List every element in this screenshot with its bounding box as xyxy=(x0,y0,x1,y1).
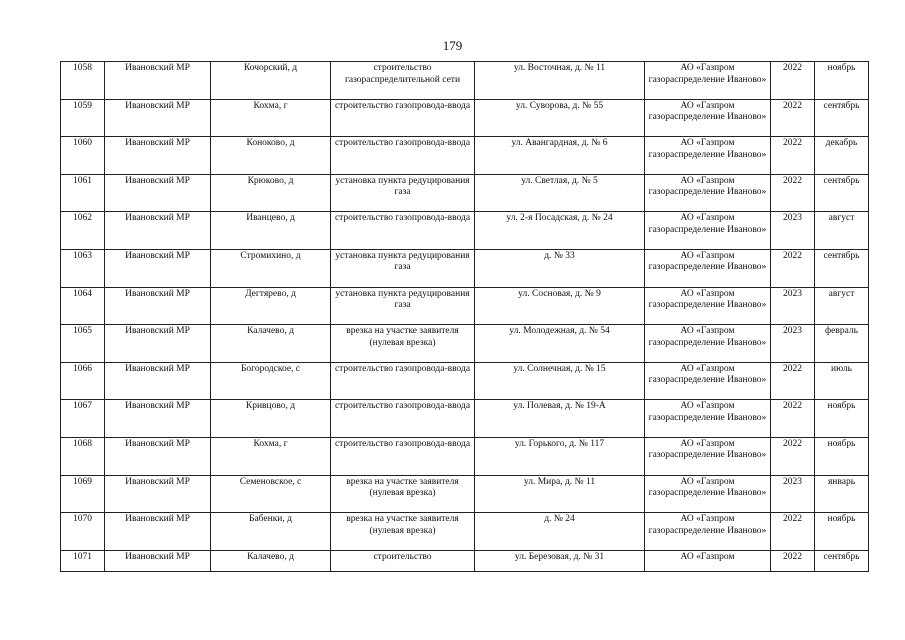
cell-year: 2022 xyxy=(771,400,815,438)
table-row xyxy=(61,362,869,400)
cell-locality: Крюково, д xyxy=(211,174,331,212)
cell-district: Ивановский МР xyxy=(105,287,211,325)
cell-year: 2022 xyxy=(771,550,815,571)
cell-work: строительство газопровода-ввода xyxy=(331,137,475,175)
cell-organization: АО «Газпром газораспределение Иваново» xyxy=(645,400,771,438)
cell-number: 1068 xyxy=(61,437,105,475)
cell-year: 2023 xyxy=(771,475,815,513)
cell-work: установка пункта редуцирования газа xyxy=(331,287,475,325)
cell-district: Ивановский МР xyxy=(105,513,211,551)
cell-month: сентябрь xyxy=(815,174,869,212)
cell-year: 2022 xyxy=(771,62,815,100)
cell-month: январь xyxy=(815,475,869,513)
cell-month: август xyxy=(815,287,869,325)
cell-month: февраль xyxy=(815,325,869,363)
cell-month: июль xyxy=(815,362,869,400)
cell-year: 2022 xyxy=(771,137,815,175)
cell-district: Ивановский МР xyxy=(105,325,211,363)
cell-year: 2022 xyxy=(771,362,815,400)
table-row xyxy=(61,62,869,100)
cell-address: д. № 33 xyxy=(475,249,645,287)
cell-month: сентябрь xyxy=(815,249,869,287)
cell-work: установка пункта редуцирования газа xyxy=(331,174,475,212)
cell-number: 1066 xyxy=(61,362,105,400)
cell-year: 2022 xyxy=(771,174,815,212)
cell-address: ул. Авангардная, д. № 6 xyxy=(475,137,645,175)
cell-number: 1069 xyxy=(61,475,105,513)
cell-address: ул. Березовая, д. № 31 xyxy=(475,550,645,571)
cell-district: Ивановский МР xyxy=(105,212,211,250)
cell-month: декабрь xyxy=(815,137,869,175)
cell-year: 2023 xyxy=(771,287,815,325)
cell-district: Ивановский МР xyxy=(105,550,211,571)
cell-number: 1065 xyxy=(61,325,105,363)
cell-number: 1060 xyxy=(61,137,105,175)
gasification-table xyxy=(60,61,869,572)
cell-month: ноябрь xyxy=(815,62,869,100)
cell-organization: АО «Газпром газораспределение Иваново» xyxy=(645,513,771,551)
table-row xyxy=(61,212,869,250)
cell-number: 1063 xyxy=(61,249,105,287)
cell-address: ул. Суворова, д. № 55 xyxy=(475,99,645,137)
cell-district: Ивановский МР xyxy=(105,400,211,438)
cell-work: строительство газопровода-ввода xyxy=(331,212,475,250)
cell-month: сентябрь xyxy=(815,550,869,571)
cell-organization: АО «Газпром газораспределение Иваново» xyxy=(645,437,771,475)
cell-work: врезка на участке заявителя (нулевая врезка) xyxy=(331,475,475,513)
cell-locality: Калачево, д xyxy=(211,550,331,571)
table-row xyxy=(61,513,869,551)
page-number: 179 xyxy=(442,38,463,53)
table-row xyxy=(61,174,869,212)
cell-locality: Дегтярево, д xyxy=(211,287,331,325)
cell-year: 2022 xyxy=(771,513,815,551)
cell-address: ул. 2-я Посадская, д. № 24 xyxy=(475,212,645,250)
cell-number: 1062 xyxy=(61,212,105,250)
cell-organization: АО «Газпром газораспределение Иваново» xyxy=(645,137,771,175)
cell-work: строительство газораспределительной сети xyxy=(331,62,475,100)
cell-locality: Семеновское, с xyxy=(211,475,331,513)
cell-month: сентябрь xyxy=(815,99,869,137)
cell-work: строительство газопровода-ввода xyxy=(331,400,475,438)
cell-number: 1059 xyxy=(61,99,105,137)
cell-work: установка пункта редуцирования газа xyxy=(331,249,475,287)
cell-month: ноябрь xyxy=(815,437,869,475)
cell-locality: Бабенки, д xyxy=(211,513,331,551)
cell-organization: АО «Газпром газораспределение Иваново» xyxy=(645,325,771,363)
cell-locality: Иванцево, д xyxy=(211,212,331,250)
table-row xyxy=(61,475,869,513)
cell-work: строительство газопровода-ввода xyxy=(331,362,475,400)
cell-address: ул. Молодежная, д. № 54 xyxy=(475,325,645,363)
cell-locality: Стромихино, д xyxy=(211,249,331,287)
cell-address: ул. Светлая, д. № 5 xyxy=(475,174,645,212)
cell-locality: Калачево, д xyxy=(211,325,331,363)
cell-work: строительство газопровода-ввода xyxy=(331,99,475,137)
cell-organization: АО «Газпром газораспределение Иваново» xyxy=(645,99,771,137)
table-row xyxy=(61,325,869,363)
cell-month: август xyxy=(815,212,869,250)
cell-address: ул. Восточная, д. № 11 xyxy=(475,62,645,100)
cell-number: 1070 xyxy=(61,513,105,551)
cell-year: 2022 xyxy=(771,99,815,137)
cell-address: ул. Полевая, д. № 19-А xyxy=(475,400,645,438)
cell-month: ноябрь xyxy=(815,513,869,551)
cell-number: 1064 xyxy=(61,287,105,325)
cell-number: 1058 xyxy=(61,62,105,100)
table-row xyxy=(61,437,869,475)
cell-organization: АО «Газпром газораспределение Иваново» xyxy=(645,362,771,400)
cell-organization: АО «Газпром xyxy=(645,550,771,571)
cell-district: Ивановский МР xyxy=(105,249,211,287)
table-row xyxy=(61,249,869,287)
cell-locality: Коноково, д xyxy=(211,137,331,175)
cell-year: 2023 xyxy=(771,212,815,250)
cell-organization: АО «Газпром газораспределение Иваново» xyxy=(645,212,771,250)
cell-district: Ивановский МР xyxy=(105,174,211,212)
cell-organization: АО «Газпром газораспределение Иваново» xyxy=(645,475,771,513)
cell-locality: Кохма, г xyxy=(211,99,331,137)
cell-organization: АО «Газпром газораспределение Иваново» xyxy=(645,174,771,212)
cell-locality: Кривцово, д xyxy=(211,400,331,438)
cell-address: ул. Горького, д. № 117 xyxy=(475,437,645,475)
cell-work: врезка на участке заявителя (нулевая врезка) xyxy=(331,513,475,551)
cell-number: 1071 xyxy=(61,550,105,571)
cell-locality: Кочорский, д xyxy=(211,62,331,100)
cell-address: д. № 24 xyxy=(475,513,645,551)
table-row xyxy=(61,400,869,438)
table-row xyxy=(61,287,869,325)
cell-organization: АО «Газпром газораспределение Иваново» xyxy=(645,249,771,287)
cell-district: Ивановский МР xyxy=(105,437,211,475)
cell-district: Ивановский МР xyxy=(105,137,211,175)
cell-district: Ивановский МР xyxy=(105,62,211,100)
cell-organization: АО «Газпром газораспределение Иваново» xyxy=(645,62,771,100)
cell-month: ноябрь xyxy=(815,400,869,438)
cell-year: 2022 xyxy=(771,437,815,475)
table-row xyxy=(61,550,869,571)
cell-year: 2022 xyxy=(771,249,815,287)
cell-district: Ивановский МР xyxy=(105,475,211,513)
table-row xyxy=(61,137,869,175)
cell-address: ул. Сосновая, д. № 9 xyxy=(475,287,645,325)
cell-work: строительство xyxy=(331,550,475,571)
cell-locality: Богородское, с xyxy=(211,362,331,400)
cell-organization: АО «Газпром газораспределение Иваново» xyxy=(645,287,771,325)
table-row xyxy=(61,99,869,137)
cell-district: Ивановский МР xyxy=(105,99,211,137)
cell-address: ул. Солнечная, д. № 15 xyxy=(475,362,645,400)
cell-address: ул. Мира, д. № 11 xyxy=(475,475,645,513)
cell-year: 2023 xyxy=(771,325,815,363)
cell-district: Ивановский МР xyxy=(105,362,211,400)
cell-work: врезка на участке заявителя (нулевая врезка) xyxy=(331,325,475,363)
cell-work: строительство газопровода-ввода xyxy=(331,437,475,475)
cell-number: 1067 xyxy=(61,400,105,438)
cell-locality: Кохма, г xyxy=(211,437,331,475)
cell-number: 1061 xyxy=(61,174,105,212)
